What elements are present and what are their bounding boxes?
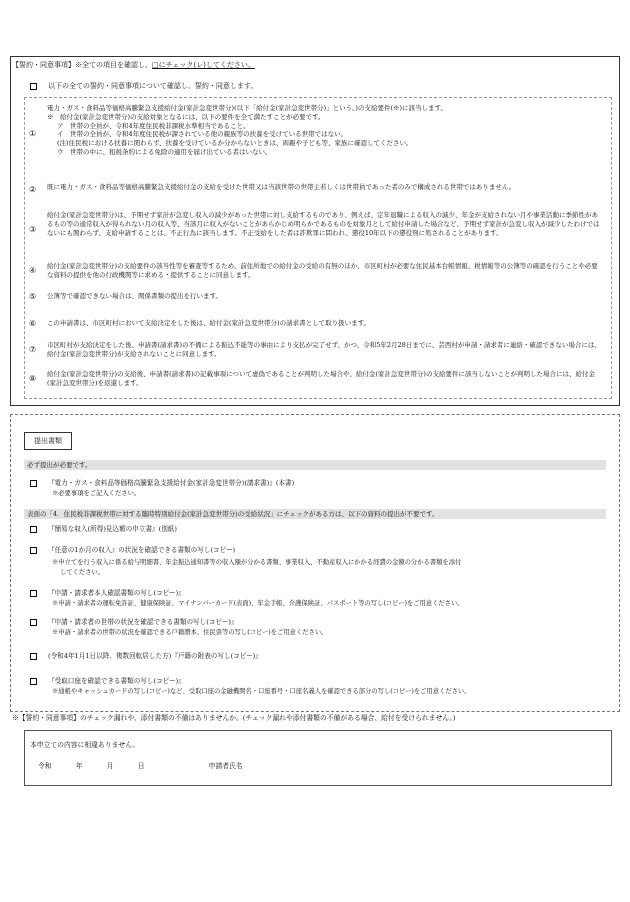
date-name-line: 令和 年 月 日 申請者氏名 bbox=[38, 762, 243, 770]
doc-household-checkbox[interactable] bbox=[30, 619, 37, 626]
doc-request-checkbox[interactable] bbox=[30, 480, 37, 487]
applicant-name-label: 申請者氏名 bbox=[208, 762, 243, 770]
omit-bar: 表面の「4．住民税非課税世帯に対する臨時特別給付金(家計急変世帯分)の受給状況」にチェックがある方は、以下の資料の提出が不要です。 bbox=[24, 509, 606, 519]
documents-heading: 提出書類 bbox=[24, 432, 72, 450]
doc-monthly-checkbox[interactable] bbox=[30, 547, 37, 554]
final-check-note: ※【誓約・同意事項】のチェック漏れや、添付書類の不備はありませんか。(チェック漏れや添付書類の不備がある場合、給付を受けられません。) bbox=[12, 714, 456, 722]
agree-all-checkbox[interactable] bbox=[30, 83, 37, 90]
doc-income-checkbox[interactable] bbox=[30, 526, 37, 533]
doc-koseki-checkbox[interactable] bbox=[30, 653, 37, 660]
doc-id-checkbox[interactable] bbox=[30, 590, 37, 597]
doc-account-checkbox[interactable] bbox=[30, 678, 37, 685]
pledge-items-box: ① 電力・ガス・食料品等価格高騰緊急支援給付金(家計急変世帯分)(以下「給付金(家計急変世帯分)」という。)の支給要件(※)に該当します。 ※ 給付金(家計急変世帯分)の支給対象となるには、以下の要件を全て満たすことが必要です。 ア 世帯の全員が、令和4年度住民税非課税水準相当であること。 イ 世帯の全員が、令和4年度住民税が課されている他の親族等の扶養を受けている世帯ではない。 (注)住民税における扶養に関わらず、扶養を受けているか分からないときは、両親や子ども等、家族に確認してください。 ウ 世帯の中に、租税条約による免除の適用を届け出ている者はいない。 ② 既に電力・ガス・食料品等価格高騰緊急支援給付金の支給を受けた世帯又は当該世帯の世帯主若しくは世帯員であった者のみで構成される世帯ではありません。 ③ 給付金(家計急変世帯分)は、予期せず家計が急変し収入の減少があった世帯に対し支給するものであり、例えば、定年退職による収入の減少、年金が支給されない月や事業活動に季節性があるもの等の通常収入が得られない月の収入等、当該月に収入がないことがあらかじめ明らかであるものを対象月として給付申請した場合など、予期せず家計が急変し収入が減少したわけではないにも関わらず、支給申請することは、不正行為に該当します。不正受給をした者は詐欺罪に問われ、懲役10年以下の懲役刑に処されることがあります。 ④ 給付金(家計急変世帯分)の支給要件の該当性等を審査等するため、前住所地での給付金の受給の有無のほか、市区町村が必要な住民基本台帳情報、税情報等の公簿等の確認を行うことや必要な資料の提供を他の行政機関等に求める・提供することに同意します。 ⑤ 公簿等で確認できない場合は、関係書類の提出を行います。 ⑥ この申請書は、市区町村において支給決定をした後は、給付金(家計急変世帯分)の請求書として取り扱います。 ⑦ 市区町村が支給決定をした後、申請書(請求書)の不備による振込不能等の事由により支払が完了せず、かつ、令和5年2月28日までに、芸西村が申請・請求者に連絡・確認できない場合には、給付金(家計急変世帯分)が支給されないことに同意します。 ⑧ 給付金(家計急変世帯分)の支給後、申請書(請求書)の記載事項について虚偽であることが判明した場合や、給付金(家計急変世帯分)の支給要件に該当しないことが判明した場合には、給付金(家計急変世帯分)を返還します。 bbox=[24, 97, 612, 399]
confirm-statement: 本申立ての内容に相違ありません。 bbox=[30, 741, 140, 749]
required-bar: 必ず提出が必要です。 bbox=[24, 460, 606, 470]
pledge-heading: 【誓約・同意事項】※全ての項目を確認し、□にチェック(レ)してください。 bbox=[12, 61, 255, 69]
agree-all-label: 以下の全ての誓約・同意事項について確認し、誓約・同意します。 bbox=[48, 82, 258, 90]
signature-box bbox=[24, 730, 612, 786]
